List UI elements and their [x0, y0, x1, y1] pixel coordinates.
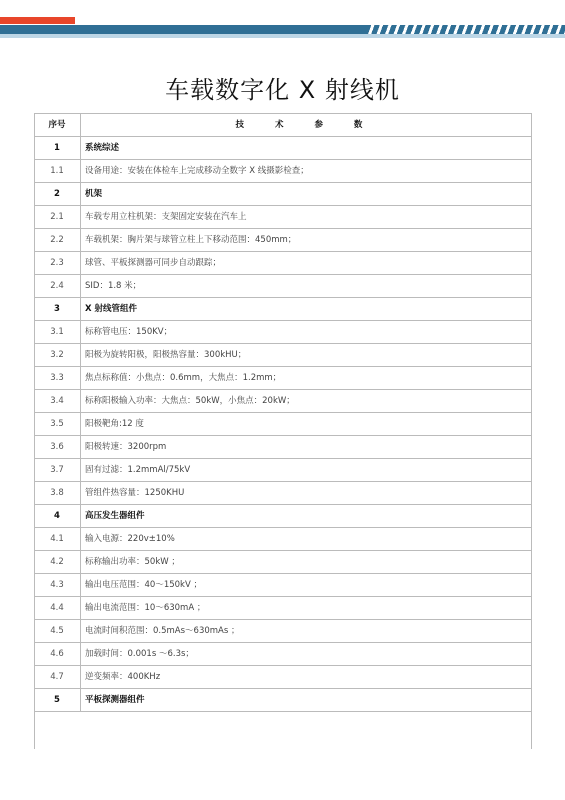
table-row [34, 574, 531, 597]
section-row [34, 183, 531, 206]
row-number: 3.6 [34, 436, 81, 459]
row-number: 5 [34, 689, 81, 712]
row-number: 3.2 [34, 344, 81, 367]
row-number: 4.7 [34, 666, 81, 689]
row-text: 输出电压范围：40～150kV ； [81, 574, 532, 597]
row-number: 1.1 [34, 160, 81, 183]
row-number: 4 [34, 505, 81, 528]
header-red-bar [0, 17, 75, 24]
row-text: 输入电源：220v±10% [81, 528, 532, 551]
row-text: 焦点标称值：小焦点：0.6mm，大焦点：1.2mm； [81, 367, 532, 390]
table-row [34, 597, 531, 620]
table-row [34, 436, 531, 459]
row-text: 车载专用立柱机架：支架固定安装在汽车上 [81, 206, 532, 229]
row-text: SID：1.8 米； [81, 275, 532, 298]
table-row [34, 206, 531, 229]
row-number: 4.3 [34, 574, 81, 597]
table-row [34, 344, 531, 367]
section-title: 平板探测器组件 [81, 689, 532, 712]
table-header-row [34, 114, 531, 137]
spec-table [34, 113, 531, 712]
table-row [34, 666, 531, 689]
row-number: 3.3 [34, 367, 81, 390]
row-number: 4.1 [34, 528, 81, 551]
table-row [34, 482, 531, 505]
row-number: 4.5 [34, 620, 81, 643]
row-number: 4.6 [34, 643, 81, 666]
row-text: 车载机架：胸片架与球管立柱上下移动范围：450mm； [81, 229, 532, 252]
table-row [34, 551, 531, 574]
table-row [34, 390, 531, 413]
row-text: 固有过滤：1.2mmAl/75kV [81, 459, 532, 482]
row-number: 4.2 [34, 551, 81, 574]
row-text: 标称输出功率：50kW ； [81, 551, 532, 574]
section-title: 系统综述 [81, 137, 532, 160]
section-title: X 射线管组件 [81, 298, 532, 321]
row-text: 阳极转速：3200rpm [81, 436, 532, 459]
row-text: 球管、平板探测器可同步自动跟踪； [81, 252, 532, 275]
section-row [34, 137, 531, 160]
row-number: 4.4 [34, 597, 81, 620]
row-text: 输出电流范围：10～630mA ； [81, 597, 532, 620]
row-text: 设备用途：安装在体检车上完成移动全数字 X 线摄影检查； [81, 160, 532, 183]
row-text: 标称阳极输入功率：大焦点：50kW，小焦点：20kW； [81, 390, 532, 413]
row-number: 3.5 [34, 413, 81, 436]
table-row [34, 528, 531, 551]
row-number: 3.7 [34, 459, 81, 482]
row-number: 2 [34, 183, 81, 206]
section-title: 高压发生器组件 [81, 505, 532, 528]
table-row [34, 275, 531, 298]
row-text: 标称管电压：150KV； [81, 321, 532, 344]
row-number: 2.2 [34, 229, 81, 252]
row-text: 阳极为旋转阳极，阳极热容量：300kHU； [81, 344, 532, 367]
document-title: 车载数字化 X 射线机 [165, 76, 400, 104]
table-row [34, 620, 531, 643]
row-number: 2.3 [34, 252, 81, 275]
row-number: 3.4 [34, 390, 81, 413]
row-text: 管组件热容量：1250KHU [81, 482, 532, 505]
row-text: 电流时间积范围：0.5mAs～630mAs ； [81, 620, 532, 643]
row-number: 2.4 [34, 275, 81, 298]
table-row [34, 459, 531, 482]
row-number: 3.8 [34, 482, 81, 505]
row-number: 3 [34, 298, 81, 321]
section-row [34, 298, 531, 321]
header-stripe-pattern [366, 25, 565, 34]
header-seq: 序号 [34, 114, 81, 137]
header-decor-band [0, 17, 565, 39]
table-row [34, 229, 531, 252]
table-row [34, 321, 531, 344]
row-text: 逆变频率：400KHz [81, 666, 532, 689]
section-title: 机架 [81, 183, 532, 206]
row-number: 1 [34, 137, 81, 160]
table-row [34, 367, 531, 390]
table-row [34, 413, 531, 436]
row-number: 3.1 [34, 321, 81, 344]
header-light-blue-bar [0, 34, 565, 38]
table-row [34, 252, 531, 275]
row-number: 2.1 [34, 206, 81, 229]
row-text: 阳极靶角:12 度 [81, 413, 532, 436]
row-text: 加载时间：0.001s ～6.3s； [81, 643, 532, 666]
table-row [34, 160, 531, 183]
section-row [34, 505, 531, 528]
header-spec: 技 术 参 数 [81, 114, 532, 137]
section-row [34, 689, 531, 712]
table-row [34, 643, 531, 666]
